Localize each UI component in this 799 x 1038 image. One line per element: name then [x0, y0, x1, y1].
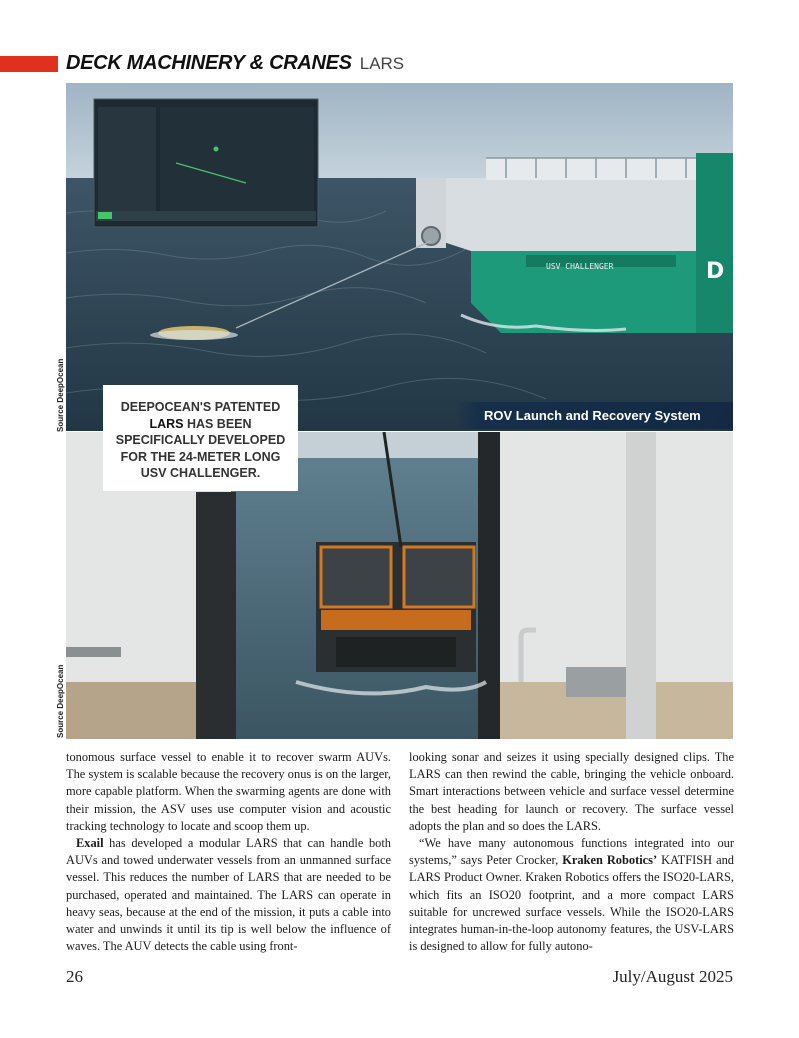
callout-line-2 — [103, 416, 298, 433]
article-paragraph: looking sonar and seizes it using specially designed clips. The LARS can then rewind the cable, bringing the vehicle onboard. Smart interactions between vehicle and surface vessel determine the best heading for launch or recovery. The surface vessel adopts the plan and so does the LARS. — [409, 750, 734, 833]
article-column-left — [66, 749, 391, 955]
company-name-kraken: Kraken Robotics’ — [562, 853, 658, 868]
article-paragraph-text: has developed a modular LARS that can handle both AUVs and towed underwater vessels from an unmanned surface vessel. This reduces the number of LARS that are needed to be purchased, operated and maintained. The LARS can operate in heavy seas, because at the end of the mission, it puts a cable into water and unwinds it until its tip is well below the influence of waves. The AUV detects the cable using front- — [66, 836, 391, 954]
photo-credit-top: Source DeepOcean — [56, 358, 65, 432]
section-subtitle: LARS — [359, 54, 405, 73]
vessel-hull-label: USV CHALLENGER — [546, 262, 614, 271]
rov-system-overlay-label: ROV Launch and Recovery System — [456, 402, 733, 429]
article-paragraph — [409, 835, 734, 955]
photo-caption-callout — [103, 385, 298, 491]
section-header — [66, 52, 404, 76]
article-paragraph: tonomous surface vessel to enable it to recover swarm AUVs. The system is scalable because the recovery onus is on the larger, more capable platform. When the swarming agents are done with their mission, the ASV uses use computer vision and acoustic tracking technology to locate and scoop them up. — [66, 750, 391, 833]
callout-line-4: FOR THE 24-METER LONG — [120, 449, 281, 464]
section-accent-bar — [0, 56, 58, 72]
callout-line-2-rest: HAS BEEN — [183, 416, 252, 431]
callout-line-3: SPECIFICALLY DEVELOPED — [115, 433, 286, 447]
article-column-right — [409, 749, 734, 955]
article-paragraph — [66, 835, 391, 955]
article-paragraph-text: KATFISH and LARS Product Owner. Kraken Robotics offers the ISO20-LARS, which fits an ISO20 footprint, and a more compact LARS suitable for uncrewed surface vessels. While the ISO20-LARS integrates human-in-the-loop autonomy features, the USV-LARS is designed to allow for fully autono- — [409, 853, 734, 954]
section-title: DECK MACHINERY & CRANES — [66, 52, 352, 74]
callout-line-1: DEEPOCEAN'S PATENTED — [120, 400, 281, 414]
article-paragraph-text: “We have many autonomous functions integrated into our systems,” says Peter Crocker, — [409, 836, 734, 868]
usv-challenger-render-image — [66, 83, 733, 431]
callout-lars-highlight: LARS — [149, 416, 184, 431]
issue-date: July/August 2025 — [612, 967, 733, 986]
callout-line-5: USV CHALLENGER. — [140, 466, 261, 480]
usv-challenger-render-photo — [66, 83, 733, 431]
page-number: 26 — [66, 967, 83, 986]
company-name-exail: Exail — [76, 836, 104, 851]
svg-text:D: D — [706, 259, 725, 284]
photo-credit-bottom: Source DeepOcean — [56, 664, 65, 738]
